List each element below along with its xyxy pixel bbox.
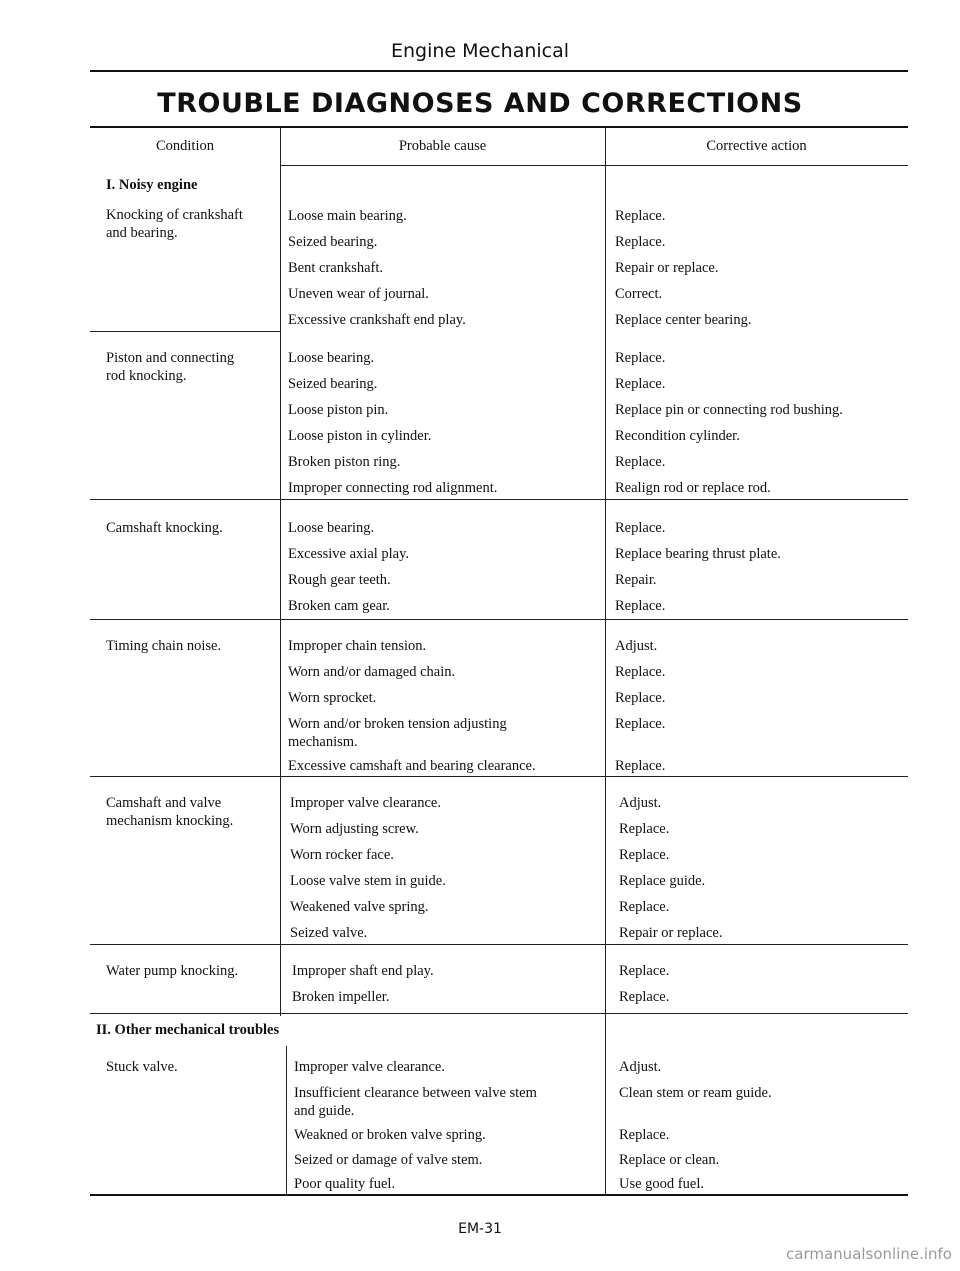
cause-text: Seized or damage of valve stem. bbox=[294, 1152, 483, 1168]
column-divider-1 bbox=[280, 128, 281, 1016]
row-separator bbox=[90, 1013, 908, 1014]
action-text: Replace. bbox=[615, 690, 666, 706]
cause-text: Excessive axial play. bbox=[288, 546, 410, 562]
column-divider-1b bbox=[286, 1046, 287, 1194]
cause-text: mechanism. bbox=[288, 734, 358, 750]
cause-text: Worn and/or broken tension adjusting bbox=[288, 716, 507, 732]
action-text: Recondition cylinder. bbox=[615, 428, 740, 444]
action-text: Correct. bbox=[615, 286, 663, 302]
cause-text: Broken impeller. bbox=[292, 989, 390, 1005]
action-text: Replace. bbox=[619, 989, 670, 1005]
cause-text: Uneven wear of journal. bbox=[288, 286, 429, 302]
condition-text: and bearing. bbox=[106, 225, 178, 241]
action-text: Replace or clean. bbox=[619, 1152, 720, 1168]
action-text: Replace. bbox=[615, 234, 666, 250]
cause-text: Excessive camshaft and bearing clearance. bbox=[288, 758, 536, 774]
watermark: carmanualsonline.info bbox=[786, 1245, 952, 1263]
action-text: Replace. bbox=[615, 350, 666, 366]
row-separator bbox=[90, 619, 908, 620]
action-text: Replace center bearing. bbox=[615, 312, 752, 328]
cause-text: Loose piston in cylinder. bbox=[288, 428, 432, 444]
section-header: Engine Mechanical bbox=[390, 40, 570, 62]
cause-text: Improper shaft end play. bbox=[292, 963, 434, 979]
action-text: Replace. bbox=[615, 208, 666, 224]
row-separator bbox=[90, 331, 280, 332]
action-text: Repair or replace. bbox=[619, 925, 723, 941]
action-text: Replace. bbox=[615, 758, 666, 774]
row-separator bbox=[90, 499, 908, 500]
header-rule bbox=[90, 70, 908, 72]
action-text: Replace bearing thrust plate. bbox=[615, 546, 781, 562]
cause-text: Improper valve clearance. bbox=[290, 795, 441, 811]
action-text: Replace guide. bbox=[619, 873, 706, 889]
condition-text: Knocking of crankshaft bbox=[106, 207, 243, 223]
condition-text: Timing chain noise. bbox=[106, 638, 222, 654]
action-text: Replace. bbox=[619, 963, 670, 979]
action-text: Adjust. bbox=[615, 638, 658, 654]
cause-text: Insufficient clearance between valve stem bbox=[294, 1085, 537, 1101]
group-label-noisy-engine: I. Noisy engine bbox=[106, 177, 198, 193]
action-text: Repair. bbox=[615, 572, 657, 588]
cause-text: Broken piston ring. bbox=[288, 454, 401, 470]
cause-text: Worn rocker face. bbox=[290, 847, 394, 863]
action-text: Replace. bbox=[619, 899, 670, 915]
cause-text: Loose main bearing. bbox=[288, 208, 407, 224]
cause-text: Loose piston pin. bbox=[288, 402, 389, 418]
cause-text: Worn sprocket. bbox=[288, 690, 377, 706]
cause-text: Worn adjusting screw. bbox=[290, 821, 419, 837]
condition-text: Water pump knocking. bbox=[106, 963, 239, 979]
cause-text: Improper chain tension. bbox=[288, 638, 427, 654]
action-text: Adjust. bbox=[619, 795, 662, 811]
column-header-cause: Probable cause bbox=[398, 138, 487, 154]
page-number: EM-31 bbox=[458, 1221, 502, 1237]
condition-text: Camshaft knocking. bbox=[106, 520, 223, 536]
action-text: Replace. bbox=[615, 520, 666, 536]
group-label-other-troubles: II. Other mechanical troubles bbox=[96, 1022, 280, 1038]
cause-text: and guide. bbox=[294, 1103, 355, 1119]
cause-text: Weakned or broken valve spring. bbox=[294, 1127, 486, 1143]
action-text: Replace. bbox=[615, 454, 666, 470]
page-title: TROUBLE DIAGNOSES AND CORRECTIONS bbox=[157, 88, 803, 119]
cause-text: Excessive crankshaft end play. bbox=[288, 312, 466, 328]
action-text: Replace. bbox=[615, 598, 666, 614]
row-separator bbox=[90, 944, 908, 945]
table-top-rule bbox=[90, 126, 908, 128]
action-text: Replace. bbox=[619, 1127, 670, 1143]
cause-text: Seized valve. bbox=[290, 925, 368, 941]
cause-text: Loose bearing. bbox=[288, 520, 375, 536]
action-text: Replace. bbox=[615, 376, 666, 392]
condition-text: Stuck valve. bbox=[106, 1059, 178, 1075]
condition-text: rod knocking. bbox=[106, 368, 187, 384]
header-underline bbox=[280, 165, 908, 166]
cause-text: Bent crankshaft. bbox=[288, 260, 384, 276]
cause-text: Seized bearing. bbox=[288, 376, 378, 392]
action-text: Use good fuel. bbox=[619, 1176, 704, 1192]
cause-text: Poor quality fuel. bbox=[294, 1176, 396, 1192]
condition-text: Piston and connecting bbox=[106, 350, 235, 366]
action-text: Replace. bbox=[619, 821, 670, 837]
action-text: Adjust. bbox=[619, 1059, 662, 1075]
action-text: Realign rod or replace rod. bbox=[615, 480, 771, 496]
action-text: Replace. bbox=[619, 847, 670, 863]
cause-text: Broken cam gear. bbox=[288, 598, 390, 614]
action-text: Replace. bbox=[615, 664, 666, 680]
cause-text: Improper valve clearance. bbox=[294, 1059, 445, 1075]
condition-text: Camshaft and valve bbox=[106, 795, 222, 811]
table-bottom-rule bbox=[90, 1194, 908, 1196]
condition-text: mechanism knocking. bbox=[106, 813, 234, 829]
cause-text: Worn and/or damaged chain. bbox=[288, 664, 456, 680]
cause-text: Loose valve stem in guide. bbox=[290, 873, 446, 889]
cause-text: Rough gear teeth. bbox=[288, 572, 391, 588]
cause-text: Loose bearing. bbox=[288, 350, 375, 366]
action-text: Repair or replace. bbox=[615, 260, 719, 276]
cause-text: Improper connecting rod alignment. bbox=[288, 480, 498, 496]
cause-text: Seized bearing. bbox=[288, 234, 378, 250]
action-text: Replace. bbox=[615, 716, 666, 732]
column-divider-2 bbox=[605, 128, 606, 1194]
action-text: Clean stem or ream guide. bbox=[619, 1085, 772, 1101]
cause-text: Weakened valve spring. bbox=[290, 899, 429, 915]
action-text: Replace pin or connecting rod bushing. bbox=[615, 402, 843, 418]
row-separator bbox=[90, 776, 908, 777]
column-header-action: Corrective action bbox=[706, 138, 807, 154]
column-header-condition: Condition bbox=[155, 138, 214, 154]
